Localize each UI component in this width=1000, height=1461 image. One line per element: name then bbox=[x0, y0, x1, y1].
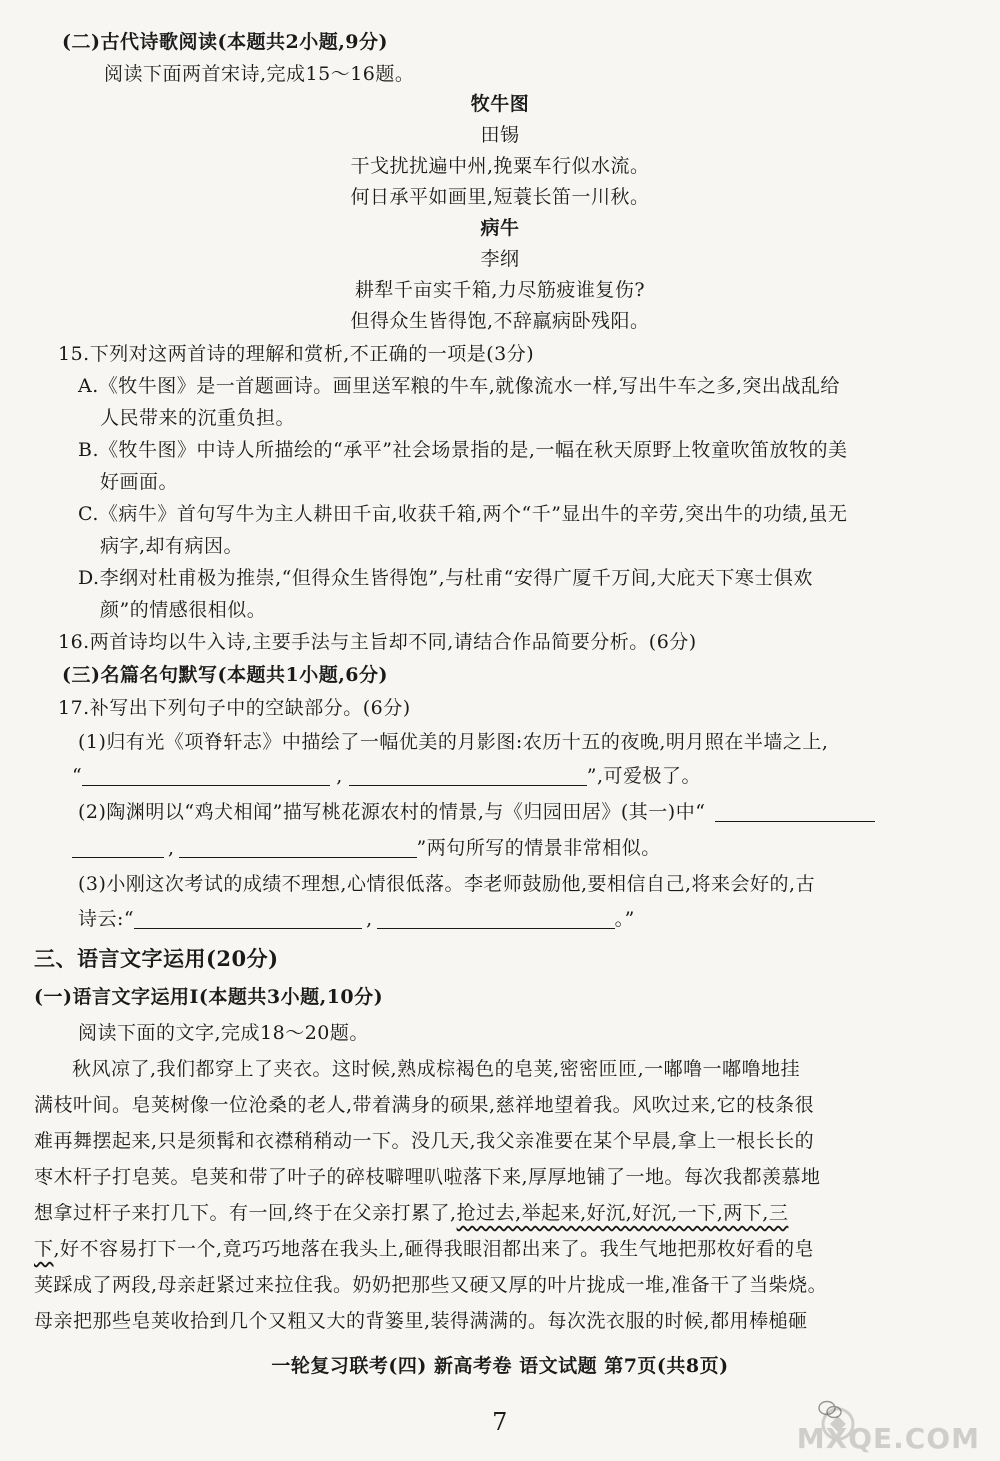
poetry-instruction: 阅读下面两首宋诗,完成15～16题。 bbox=[104, 63, 415, 85]
closing-text: ”,可爱极了。 bbox=[586, 765, 702, 787]
answer-blank[interactable] bbox=[72, 835, 164, 858]
option-c-cont: 病字,却有病因。 bbox=[100, 535, 244, 557]
poem2-line: 耕犁千亩实千箱,力尽筋疲谁复伤? bbox=[354, 279, 646, 301]
prefix-text: 诗云:“ bbox=[78, 908, 135, 930]
answer-blank[interactable] bbox=[377, 906, 615, 929]
poem1-title: 牧牛图 bbox=[470, 93, 530, 115]
closing-text: ”两句所写的情景非常相似。 bbox=[416, 837, 661, 859]
option-a: A.《牧牛图》是一首题画诗。画里送军粮的牛车,就像流水一样,写出牛车之多,突出战乱给 bbox=[78, 375, 840, 397]
passage-line: 母亲把那些皂荚收拾到几个又粗又大的背篓里,装得满满的。每次洗衣服的时候,都用棒槌砸 bbox=[34, 1310, 808, 1332]
q17-part1-blanks bbox=[72, 762, 701, 790]
open-quote: “ bbox=[72, 765, 83, 787]
section-heading-poetry: (二)古代诗歌阅读(本题共2小题,9分) bbox=[62, 31, 389, 53]
part-heading-language: 三、语言文字运用(20分) bbox=[34, 946, 279, 971]
q17-part3-blanks bbox=[78, 905, 635, 933]
option-c: C.《病牛》首句写牛为主人耕田千亩,收获千箱,两个“千”显出牛的辛劳,突出牛的功绩,虽无 bbox=[78, 503, 848, 525]
section-heading-recitation: (三)名篇名句默写(本题共1小题,6分) bbox=[62, 664, 389, 686]
poem1-line: 干戈扰扰遍中州,挽粟车行似水流。 bbox=[350, 155, 650, 177]
answer-blank[interactable] bbox=[82, 763, 330, 786]
poem2-author: 李纲 bbox=[480, 248, 520, 270]
page-number: 7 bbox=[492, 1408, 508, 1436]
poem2-title: 病牛 bbox=[480, 217, 520, 239]
answer-blank[interactable] bbox=[179, 835, 417, 858]
answer-blank[interactable] bbox=[134, 906, 362, 929]
option-d-cont: 颜”的情感很相似。 bbox=[100, 599, 267, 621]
poem2-line: 但得众生皆得饱,不辞羸病卧残阳。 bbox=[350, 310, 650, 332]
option-b-cont: 好画面。 bbox=[100, 471, 179, 493]
passage-line bbox=[34, 1235, 814, 1263]
passage-text: 想拿过杆子来打几下。有一回,终于在父亲打累了, bbox=[34, 1202, 457, 1224]
option-d: D.李纲对杜甫极为推崇,“但得众生皆得饱”,与杜甫“安得广厦千万间,大庇天下寒士俱欢 bbox=[78, 567, 813, 589]
option-a-cont: 人民带来的沉重负担。 bbox=[100, 407, 296, 429]
question-15-stem: 15.下列对这两首诗的理解和赏析,不正确的一项是(3分) bbox=[58, 343, 535, 365]
option-b: B.《牧牛图》中诗人所描绘的“承平”社会场景指的是,一幅在秋天原野上牧童吹笛放牧的美 bbox=[78, 439, 848, 461]
question-16: 16.两首诗均以牛入诗,主要手法与主旨却不同,请结合作品简要分析。(6分) bbox=[58, 631, 697, 653]
passage-line: 难再舞摆起来,只是须髯和衣襟稍稍动一下。没几天,我父亲准要在某个早晨,拿上一根长长的 bbox=[34, 1130, 815, 1152]
poem1-line: 何日承平如画里,短蓑长笛一川秋。 bbox=[350, 186, 650, 208]
passage-line: 秋风凉了,我们都穿上了夹衣。这时候,熟成棕褐色的皂荚,密密匝匝,一嘟噜一嘟噜地挂 bbox=[72, 1058, 801, 1080]
closing-text: 。” bbox=[614, 908, 635, 930]
passage-text: ,好不容易打下一个,竟巧巧地落在我头上,砸得我眼泪都出来了。我生气地把那枚好看的皂 bbox=[53, 1238, 815, 1260]
passage-line: 枣木杆子打皂荚。皂荚和带了叶子的碎枝噼哩叭啦落下来,厚厚地铺了一地。每次我都羡慕地 bbox=[34, 1166, 821, 1188]
passage-line: 满枝叶间。皂荚树像一位沧桑的老人,带着满身的硕果,慈祥地望着我。风吹过来,它的枝条很 bbox=[34, 1094, 815, 1116]
answer-blank[interactable] bbox=[715, 799, 875, 822]
comma: , bbox=[336, 765, 343, 787]
comma: , bbox=[366, 908, 373, 930]
q17-part3: (3)小刚这次考试的成绩不理想,心情很低落。李老师鼓励他,要相信自己,将来会好的,古 bbox=[78, 873, 816, 895]
q17-part2-blanks bbox=[72, 834, 661, 862]
q17-part2 bbox=[78, 798, 875, 826]
watermark bbox=[796, 1395, 988, 1455]
comma: , bbox=[168, 837, 175, 859]
q17-part1: (1)归有光《项脊轩志》中描绘了一幅优美的月影图:农历十五的夜晚,明月照在半墙之上, bbox=[78, 731, 829, 753]
wavy-underlined-text: 抢过去,举起来,好沉,好沉,一下,两下,三 bbox=[456, 1202, 789, 1224]
q17-part2-text: (2)陶渊明以“鸡犬相闻”描写桃花源农村的情景,与《归园田居》(其一)中“ bbox=[78, 801, 706, 823]
watermark-text: MXQE.COM bbox=[796, 1422, 980, 1455]
wavy-underlined-text: 下 bbox=[34, 1238, 54, 1260]
passage-instruction: 阅读下面的文字,完成18～20题。 bbox=[78, 1022, 369, 1044]
subsection-heading: (一)语言文字运用Ⅰ(本题共3小题,10分) bbox=[34, 986, 384, 1008]
poem1-author: 田锡 bbox=[480, 124, 520, 146]
question-17-stem: 17.补写出下列句子中的空缺部分。(6分) bbox=[58, 697, 411, 719]
passage-line bbox=[34, 1199, 788, 1227]
page-footer: 一轮复习联考(四) 新高考卷 语文试题 第7页(共8页) bbox=[271, 1355, 729, 1377]
passage-line: 荚踩成了两段,母亲赶紧过来拉住我。奶奶把那些又硬又厚的叶片拢成一堆,准备干了当柴烧。 bbox=[34, 1274, 828, 1296]
answer-blank[interactable] bbox=[349, 763, 587, 786]
